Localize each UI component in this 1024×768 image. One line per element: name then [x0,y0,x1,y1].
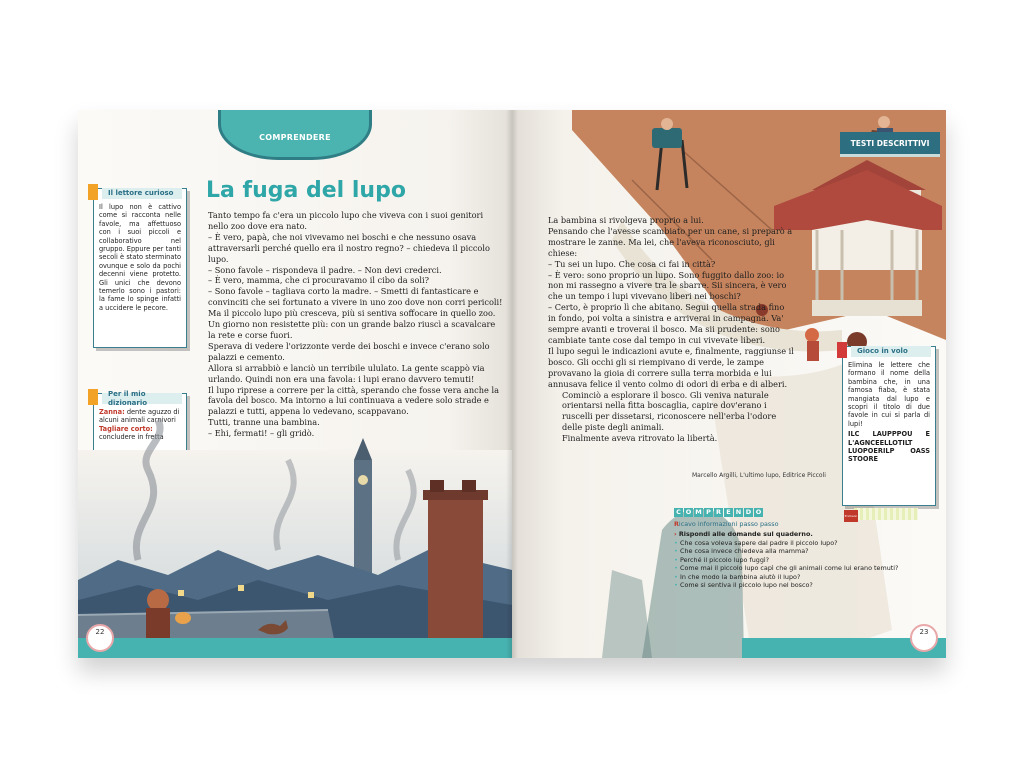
paragraph: – Certo, è proprio lì che abitano. Segui quella strada fino in fondo, poi volta a sinistra e arriverai in campagna. Va' sempre avanti e troverai il bosco. Ma sii prudente: sono cambiate tante cose dal tempo in cui vivevate liberi. [548,302,785,345]
paragraph: Tutti, tranne una bambina. [208,417,320,428]
paragraph: Cominciò a esplorare il bosco. Gli veniva naturale orientarsi nella fitta boscaglia, capire dov'erano i ruscelli per dissetarsi, riconoscere nell'erba l'odore delle piste degli animali. [562,389,777,433]
comprendo-letter: O [685,508,692,516]
dictionary-definition: concludere in fretta [99,433,164,442]
decorative-stripe [854,508,918,520]
paragraph: Il lupo seguì le indicazioni avute e, finalmente, raggiunse il bosco. Gli occhi gli si riempivano di verde, le zampe provavano la gioia di correre sulla terra morbida e lui annusava felice il vento colmo di odori di erba e di alberi. [548,345,794,389]
paragraph: La bambina si rivolgeva proprio a lui. [548,215,704,225]
bottom-bar-left [78,638,512,658]
comprendo-letter: N [735,508,742,516]
city-rooftops-illustration [78,410,512,658]
game-box [842,346,936,506]
page-number-left: 22 [86,624,114,652]
comprendo-letter: D [745,508,752,516]
question-item: • Che cosa invece chiedeva alla mamma? [674,547,924,555]
story-text-right [548,215,794,444]
box-tab [837,342,847,358]
source-credit: Marcello Argilli, L'ultimo lupo, Editrice Piccoli [692,472,826,479]
story-text-left [208,210,504,439]
comprendo-letter: R [715,508,721,516]
paragraph: – Ehi, fermati! – gli gridò. [208,428,315,439]
paragraph: – Sono favole – rispondeva il padre. – Non devi crederci. [208,264,442,275]
curious-reader-heading: Il lettore curioso [102,188,182,199]
paragraph: Pensando che l'avesse scambiato per un cane, si preparò a mostrare le zanne. Ma lei, che l'aveva riconosciuto, gli chiese: [548,225,793,258]
box-tab [88,184,98,200]
right-page [512,110,946,658]
section-tab-testi-descrittivi: TESTI DESCRITTIVI [840,132,940,157]
book-gutter [506,110,518,658]
game-puzzle: ILC LAUPPPOU E L'AGNCEELLOTILT LUOPOERILP OASS STOORE [848,430,930,464]
dictionary-term: Tagliare corto: [99,424,153,433]
comprendo-letter: O [755,508,762,516]
paragraph: Tanto tempo fa c'era un piccolo lupo che viveva con i suoi genitori nello zoo dove era nato. [208,210,484,231]
dictionary-definition: dente aguzzo di alcuni animali carnivori [99,408,180,425]
comprendo-letter: P [704,508,713,517]
dictionary-heading: Per il mio dizionario [102,393,182,404]
comprehension-section [674,508,924,589]
dictionary-term: Zanna: [99,408,125,416]
book-spread [78,110,946,658]
comprendo-subtitle: Ricavo informazioni passo passo [674,520,779,528]
paragraph: – È vero, papà, che noi vivevamo nei boschi e che nessuno osava attraversarli perché quello era il nostro regno? – chiedeva il piccolo lupo. [208,231,490,264]
paragraph: Il lupo riprese a correre per la città, sperando che fosse vera anche la favola del bosco. Ma intorno a lui continuava a vedere solo strade e palazzi e tutti, appena lo vedevano, scappavano. [208,384,499,417]
comprendo-instruction: › Rispondi alle domande sul quaderno. [674,530,924,538]
question-item: • Perché il piccolo lupo fuggì? [674,556,924,564]
paragraph: Finalmente aveva ritrovato la libertà. [562,433,718,444]
comprendo-letter: E [724,508,733,517]
question-item: • Come mai il piccolo lupo capì che gli animali come lui erano temuti? [674,564,924,572]
box-tab [88,389,98,405]
curious-reader-text: Il lupo non è cattivo come si racconta nelle favole, ma affettuoso con i suoi piccoli e collaborativo nel gruppo. Eppure per tanti secoli è stato sterminato ovunque e solo da pochi decenni viene protetto. Gli unici che devono temerlo sono i pastori: la fame lo spinge infatti a uccidere le pecore. [99,203,181,312]
left-page [78,110,512,658]
section-ribbon [218,110,372,160]
question-item: • Che cosa voleva sapere dal padre il piccolo lupo? [674,539,924,547]
paragraph: Ma il piccolo lupo più cresceva, più si sentiva soffocare in quello zoo. [208,308,496,319]
paragraph: – È vero, mamma, che ci procuravamo il cibo da soli? [208,275,430,286]
paragraph: Un giorno non resistette più: con un grande balzo riuscì a scavalcare la rete e corse fuori. [208,319,496,340]
story-title: La fuga del lupo [206,178,406,203]
question-list [674,539,924,589]
page-number-right: 23 [910,624,938,652]
question-item: • In che modo la bambina aiutò il lupo? [674,573,924,581]
game-heading: Gioco in volo [851,346,931,357]
section-ribbon-label: COMPRENDERE [259,132,331,142]
paragraph: Allora si arrabbiò e lanciò un terribile ululato. La gente scappò via urlando. Quindi non era una favola: i lupi erano davvero temuti! [208,362,485,384]
game-instructions: Elimina le lettere che formano il nome della bambina che, in una famosa fiaba, è stata mangiata dal lupo e scopri il titolo di due favole in cui si parla di lupi! [848,361,930,428]
paragraph: – È vero: sono proprio un lupo. Sono fuggito dallo zoo: io non mi rassegno a vivere tra le sbarre. Sii sincera, è vero che un tempo i lupi vivevano liberi nei boschi? [548,269,787,302]
curious-reader-box [93,188,187,348]
publisher-logo: Erickson [844,510,858,522]
paragraph: – Sono favole – tagliava corto la madre. – Smetti di fantasticare e convinciti che sei fortunato a vivere in uno zoo dove non corri pericoli! [208,286,503,308]
comprendo-letter: C [674,508,683,517]
paragraph: – Tu sei un lupo. Che cosa ci fai in città? [548,258,716,269]
question-item: • Come si sentiva il piccolo lupo nel bosco? [674,581,924,589]
comprendo-letter: M [695,508,702,516]
paragraph: Sperava di vedere l'orizzonte verde dei boschi e invece c'erano solo palazzi e cemento. [208,340,490,362]
